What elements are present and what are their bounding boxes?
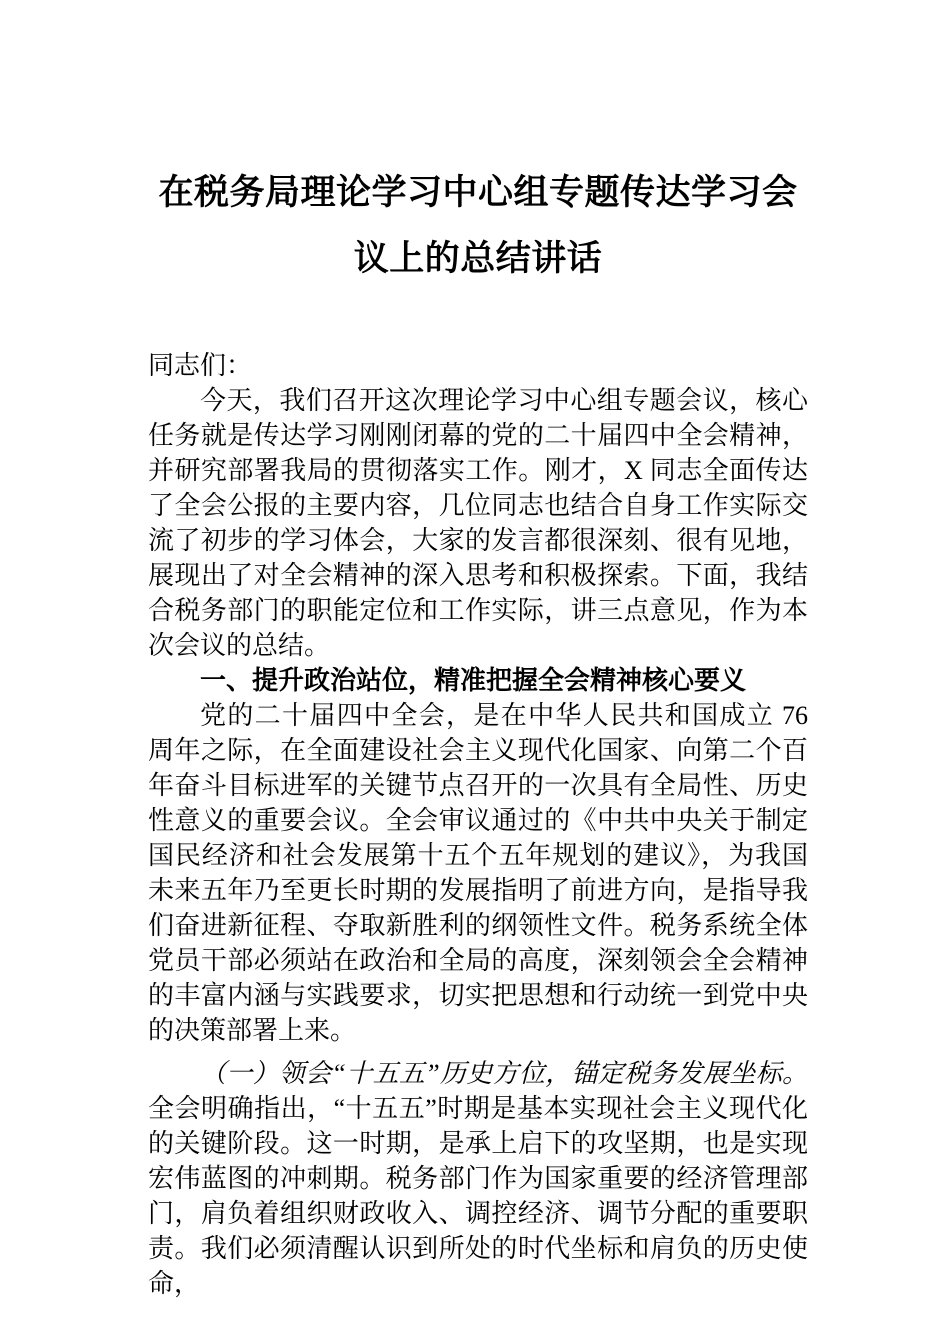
paragraph-section-1: 党的二十届四中全会，是在中华人民共和国成立 76 周年之际，在全面建设社会主义现代化国家、向第二个百年奋斗目标进军的关键节点召开的一次具有全局性、历史性意义的重要会议。全会审议通过的《中共中央关于制定国民经济和社会发展第十五个五年规划的建议》，为我国未来五年乃至更长时期的发展指明了前进方向，是指导我们奋进新征程、夺取新胜利的纲领性文件。税务系统全体党员干部必须站在政治和全局的高度，深刻领会全会精神的丰富内涵与实践要求，切实把思想和行动统一到党中央的决策部署上来。 — [148, 701, 808, 1045]
salutation: 同志们： — [148, 351, 253, 380]
subsection-lead: （一）领会“十五五”历史方位，锚定税务发展坐标。 — [200, 1059, 808, 1088]
document-title: 在税务局理论学习中心组专题传达学习会议上的总结讲话 — [158, 173, 798, 278]
section-heading-1: 一、提升政治站位，精准把握全会精神核心要义 — [200, 666, 747, 695]
paragraph-subsection-1-1: （一）领会“十五五”历史方位，锚定税务发展坐标。全会明确指出，“十五五”时期是基本实现社会主义现代化的关键阶段。这一时期，是承上启下的攻坚期，也是实现宏伟蓝图的冲刺期。税务部门作为国家重要的经济管理部门，肩负着组织财政收入、调控经济、调节分配的重要职责。我们必须清醒认识到所处的时代坐标和肩负的历史使命， — [148, 1059, 808, 1298]
paragraph-intro: 今天，我们召开这次理论学习中心组专题会议，核心任务就是传达学习刚刚闭幕的党的二十届四中全会精神，并研究部署我局的贯彻落实工作。刚才，X 同志全面传达了全会公报的主要内容，几位同志也结合自身工作实际交流了初步的学习体会，大家的发言都很深刻、很有见地，展现出了对全会精神的深入思考和积极探索。下面，我结合税务部门的职能定位和工作实际，讲三点意见，作为本次会议的总结。 — [148, 386, 808, 660]
document-body — [148, 348, 808, 1301]
